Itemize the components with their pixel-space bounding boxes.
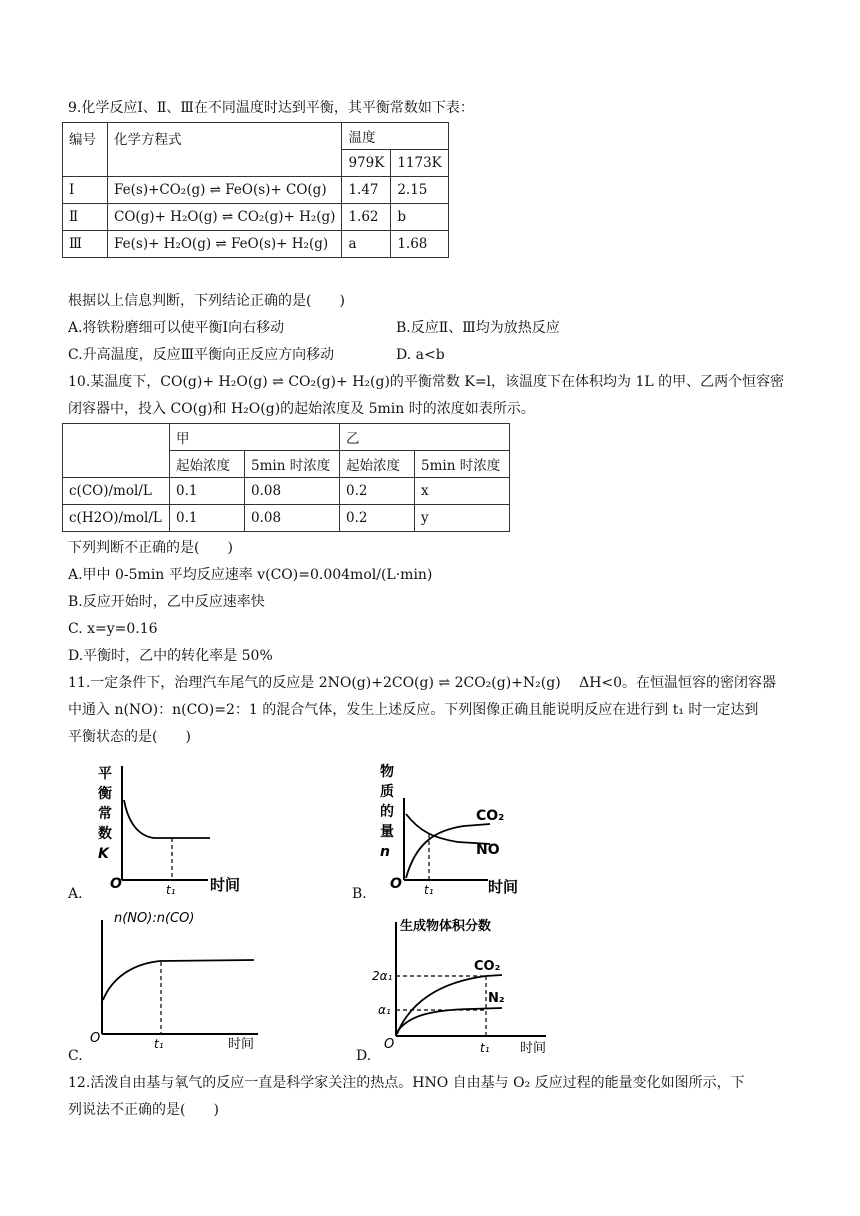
q9-row-equation: Fe(s)+CO₂(g) ⇌ FeO(s)+ CO(g) [108,177,342,204]
graph-c-curve [103,960,254,1000]
q10-stem-line2: 闭容器中，投入 CO(g)和 H₂O(g)的起始浓度及 5min 时的浓度如表所示。 [68,401,535,417]
table-row [63,505,510,532]
q10-cell: 0.08 [245,478,340,505]
q9-row-value-1173k: 2.15 [391,177,448,204]
q10-stem-line1: 10.某温度下，CO(g)+ H₂O(g) ⇌ CO₂(g)+ H₂(g)的平衡常数 K=l，该温度下在体积均为 1L 的甲、乙两个恒容密 [68,374,785,390]
table-row [63,177,449,204]
q10-header-5min-jia: 5min 时浓度 [245,451,340,478]
graph-a-option-label: A. [68,886,83,902]
q9-table [62,122,449,258]
q10-prompt: 下列判断不正确的是( ) [68,540,233,556]
graph-d-tick-a1: α₁ [378,1003,391,1017]
graph-a [88,760,268,900]
graph-a-ylabel-3: 常 [98,806,112,822]
q9-row-id: Ⅲ [63,231,108,258]
q9-header-number: 编号 [63,123,108,177]
table-row [63,204,449,231]
graph-c-origin: O [90,1031,101,1046]
graph-c-xlabel: 时间 [228,1037,255,1052]
q12-stem-line2: 列说法不正确的是( ) [68,1102,219,1118]
q11-stem-line2: 中通入 n(NO)：n(CO)=2：1 的混合气体，发生上述反应。下列图像正确且能说明反应在进行到 t₁ 时一定达到 [68,702,759,718]
graph-b-origin: O [390,876,402,892]
q10-table [62,423,510,532]
graph-d [370,912,560,1056]
graph-d-origin: O [384,1037,395,1052]
q9-header-1173k: 1173K [391,150,448,177]
q10-row-label: c(H2O)/mol/L [63,505,170,532]
table-row [63,478,510,505]
graph-b [368,758,538,900]
q9-row-value-1173k: 1.68 [391,231,448,258]
q10-option-b: B.反应开始时，乙中反应速率快 [68,594,265,610]
graph-d-option-label: D. [356,1048,372,1064]
graph-b-ylabel-1: 物 [380,764,394,780]
q10-header-jia: 甲 [170,424,340,451]
q9-row-id: Ⅰ [63,177,108,204]
q10-cell: 0.1 [170,478,245,505]
q10-header-5min-yi: 5min 时浓度 [415,451,510,478]
q10-cell: y [415,505,510,532]
graph-a-xlabel: 时间 [210,876,241,894]
q12-stem-line1: 12.活泼自由基与氧气的反应一直是科学家关注的热点。HNO 自由基与 O₂ 反应过程的能量变化如图所示，下 [68,1075,745,1091]
q10-cell: 0.08 [245,505,340,532]
q9-row-id: Ⅱ [63,204,108,231]
graph-b-ylabel-3: 的 [380,804,394,820]
table-row [63,231,449,258]
graph-c [88,906,268,1054]
graph-d-tick-2a1: 2α₁ [372,969,393,983]
graph-d-t1: t₁ [480,1041,490,1055]
q9-option-c: C.升高温度，反应Ⅲ平衡向正反应方向移动 [68,347,335,363]
q10-cell: 0.2 [340,478,415,505]
q9-option-b: B.反应Ⅱ、Ⅲ均为放热反应 [396,320,560,336]
graph-d-series-n2: N₂ [488,991,505,1006]
q10-option-c: C. x=y=0.16 [68,621,158,637]
graph-d-xlabel: 时间 [520,1041,547,1056]
q9-header-temperature: 温度 [342,123,448,150]
q9-row-equation: CO(g)+ H₂O(g) ⇌ CO₂(g)+ H₂(g) [108,204,342,231]
graph-a-ylabel-2: 衡 [98,786,112,802]
graph-c-t1: t₁ [154,1037,164,1051]
q9-row-equation: Fe(s)+ H₂O(g) ⇌ FeO(s)+ H₂(g) [108,231,342,258]
graph-d-series-co2: CO₂ [474,959,501,974]
graph-d-ylabel: 生成物体积分数 [400,919,492,934]
q10-cell: 0.1 [170,505,245,532]
graph-b-t1: t₁ [424,883,434,897]
q9-header-979k: 979K [342,150,391,177]
q9-option-a: A.将铁粉磨细可以使平衡Ⅰ向右移动 [68,320,285,336]
q9-row-value-1173k: b [391,204,448,231]
q10-header-start-yi: 起始浓度 [340,451,415,478]
graph-c-ylabel: n(NO):n(CO) [114,911,195,926]
graph-c-option-label: C. [68,1048,83,1064]
graph-b-xlabel: 时间 [488,878,519,896]
q11-stem-line3: 平衡状态的是( ) [68,729,191,745]
graph-b-series-no: NO [476,842,500,858]
graph-a-ylabel-1: 平 [98,766,112,782]
q9-row-value-979k: 1.47 [342,177,391,204]
graph-a-t1: t₁ [166,883,176,897]
q9-row-value-979k: 1.62 [342,204,391,231]
q9-stem: 9.化学反应Ⅰ、Ⅱ、Ⅲ在不同温度时达到平衡，其平衡常数如下表： [68,100,474,116]
graph-b-ylabel-5: n [380,844,390,860]
q10-header-start-jia: 起始浓度 [170,451,245,478]
q10-option-a: A.甲中 0-5min 平均反应速率 v(CO)=0.004mol/(L·min) [68,567,433,583]
graph-a-ylabel-4: 数 [98,826,112,842]
graph-a-origin: O [110,876,122,892]
q10-cell: 0.2 [340,505,415,532]
graph-a-curve [124,800,210,838]
q9-header-equation: 化学方程式 [108,123,342,177]
q10-option-d: D.平衡时，乙中的转化率是 50% [68,648,273,664]
q10-row-label: c(CO)/mol/L [63,478,170,505]
q10-header-yi: 乙 [340,424,510,451]
graph-a-ylabel-5: K [98,846,109,862]
q9-row-value-979k: a [342,231,391,258]
graph-b-series-co2: CO₂ [476,808,505,824]
graph-b-option-label: B. [352,886,367,902]
q11-stem-line1: 11.一定条件下，治理汽车尾气的反应是 2NO(g)+2CO(g) ⇌ 2CO₂(g)+N₂(g) ΔH<0。在恒温恒容的密闭容器 [68,675,777,691]
q10-header-blank [63,424,170,478]
q10-cell: x [415,478,510,505]
graph-b-ylabel-4: 量 [380,824,394,840]
graph-b-ylabel-2: 质 [380,784,394,800]
q9-option-d: D. a<b [396,347,445,363]
q9-prompt: 根据以上信息判断，下列结论正确的是( ) [68,293,345,309]
